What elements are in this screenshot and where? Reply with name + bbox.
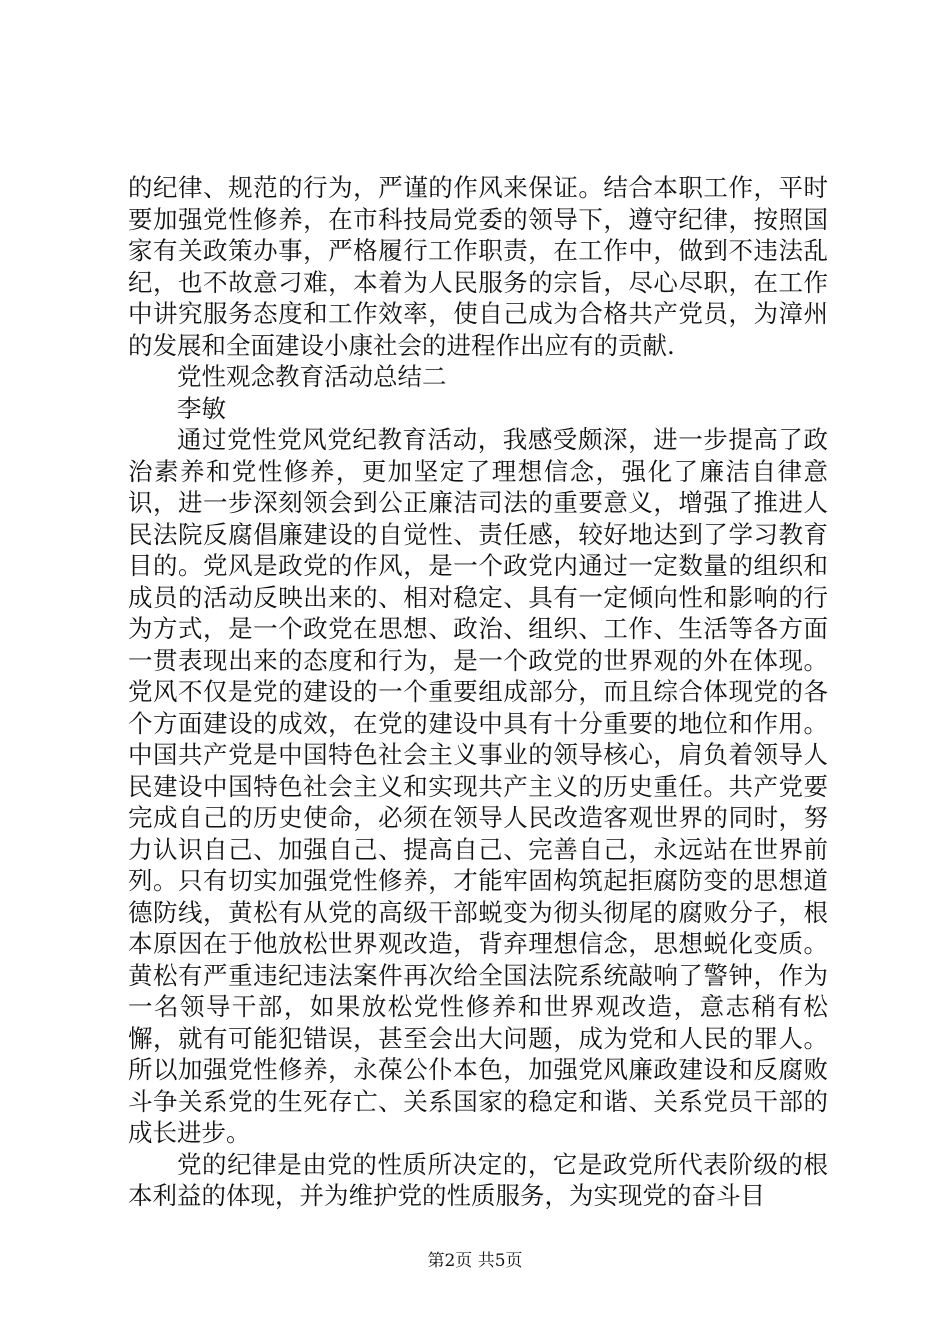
document-body xyxy=(128,172,828,1212)
section-title: 党性观念教育活动总结二 xyxy=(177,362,447,391)
author-name: 李敏 xyxy=(177,393,226,423)
page-indicator: 第2页 共5页 xyxy=(427,1251,523,1271)
paragraph-main: 通过党性党风党纪教育活动，我感受颇深，进一步提高了政治素养和党性修养，更加坚定了理想信念，强化了廉洁自律意识，进一步深刻领会到公正廉洁司法的重要意义，增强了推进人民法院反腐倡廉建设的自觉性、责任感，较好地达到了学习教育目的。党风是政党的作风，是一个政党内通过一定数量的组织和成员的活动反映出来的、相对稳定、具有一定倾向性和影响的行为方式，是一个政党在思想、政治、组织、工作、生活等各方面一贯表现出来的态度和行为，是一个政党的世界观的外在体现。党风不仅是党的建设的一个重要组成部分，而且综合体现党的各个方面建设的成效，在党的建设中具有十分重要的地位和作用。中国共产党是中国特色社会主义事业的领导核心，肩负着领导人民建设中国特色社会主义和实现共产主义的历史重任。共产党要完成自己的历史使命，必须在领导人民改造客观世界的同时，努力认识自己、加强自己、提高自己、完善自己，永远站在世界前列。只有切实加强党性修养，才能牢固构筑起拒腐防变的思想道德防线，黄松有从党的高级干部蜕变为彻头彻尾的腐败分子，根本原因在于他放松世界观改造，背弃理想信念，思想蜕化变质。黄松有严重违纪违法案件再次给全国法院系统敲响了警钟，作为一名领导干部，如果放松党性修养和世界观改造，意志稍有松懈，就有可能犯错误，甚至会出大问题，成为党和人民的罪人。所以加强党性修养，永葆公仆本色，加强党风廉政建设和反腐败斗争关系党的生死存亡、关系国家的稳定和谐、关系党员干部的成长进步。 xyxy=(128,425,828,1147)
paragraph-discipline: 党的纪律是由党的性质所决定的，它是政党所代表阶级的根本利益的体现，并为维护党的性质服务，为实现党的奋斗目 xyxy=(128,1149,828,1210)
page-footer xyxy=(0,1246,950,1271)
paragraph-continuation: 的纪律、规范的行为，严谨的作风来保证。结合本职工作，平时要加强党性修养，在市科技局党委的领导下，遵守纪律，按照国家有关政策办事，严格履行工作职责，在工作中，做到不违法乱纪，也不故意刁难，本着为人民服务的宗旨，尽心尽职，在工作中讲究服务态度和工作效率，使自己成为合格共产党员，为漳州的发展和全面建设小康社会的进程作出应有的贡献. xyxy=(128,173,828,360)
